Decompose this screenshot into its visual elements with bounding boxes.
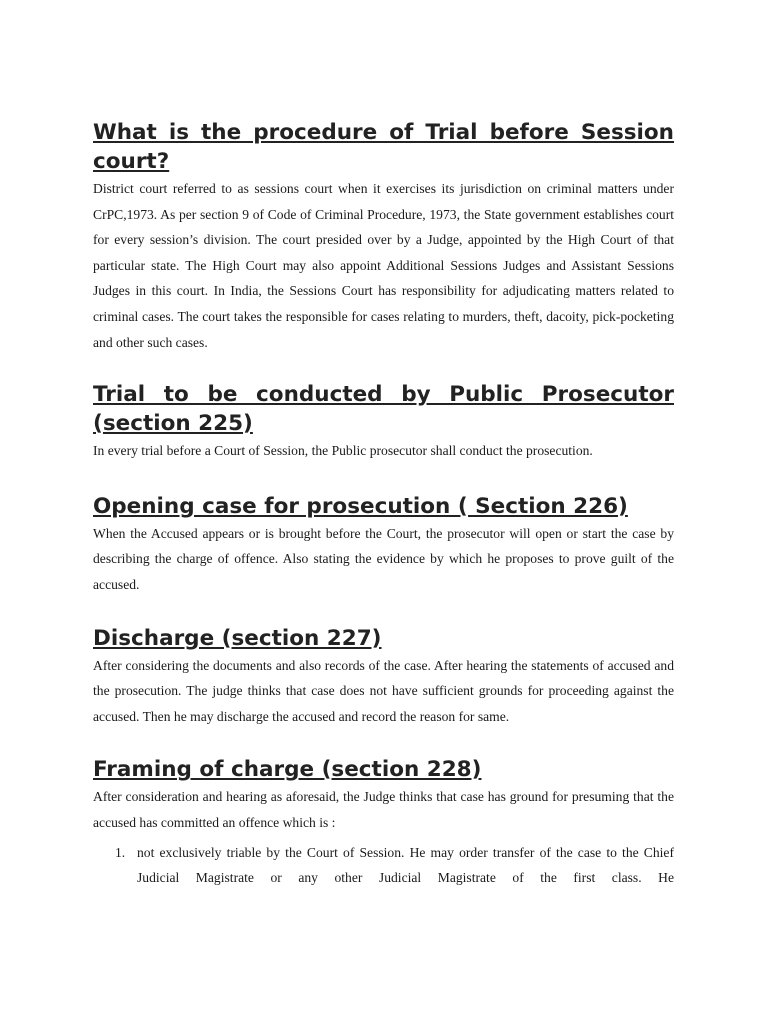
section-paragraph: After considering the documents and also records of the case. After hearing the statements of accused and the prosecution. The judge thinks that case does not have sufficient grounds for proceeding against the accused. Then he may discharge the accused and record the reason for same. xyxy=(93,657,674,724)
section-paragraph: In every trial before a Court of Session, the Public prosecutor shall conduct the prosecution. xyxy=(93,443,593,459)
section-paragraph: District court referred to as sessions court when it exercises its jurisdiction on criminal matters under CrPC,1973. As per section 9 of Code of Criminal Procedure, 1973, the State government establishes court for every session’s division. The court presided over by a Judge, appointed by the High Court of that particular state. The High Court may also appoint Additional Sessions Judges and Assistant Sessions Judges in this court. In India, the Sessions Court has responsibility for adjudicating matters related to criminal cases. The court takes the responsible for cases relating to murders, theft, dacoity, pick-pocketing and other such cases. xyxy=(93,181,674,350)
list-item-text: not exclusively triable by the Court of Session. He may order transfer of the case to the Chief Judicial Magistrate or any other Judicial Magistrate of the first class. He xyxy=(137,844,674,886)
section-paragraph: After consideration and hearing as aforesaid, the Judge thinks that case has ground for presuming that the accused has committed an offence which is : xyxy=(93,789,674,830)
section-heading: Discharge (section 227) xyxy=(93,625,382,651)
section-discharge xyxy=(93,624,674,730)
section-paragraph: When the Accused appears or is brought before the Court, the prosecutor will open or start the case by describing the charge of offence. Also stating the evidence by which he proposes to prove guilt of the accused. xyxy=(93,525,674,592)
numbered-list xyxy=(93,840,674,891)
section-heading: Trial to be conducted by Public Prosecutor (section 225) xyxy=(93,382,674,437)
list-item xyxy=(93,840,674,891)
section-public-prosecutor xyxy=(93,380,674,464)
section-trial-before-session xyxy=(93,118,674,355)
document-page xyxy=(93,118,674,891)
section-framing-charge xyxy=(93,755,674,890)
list-item-number: 1. xyxy=(115,844,126,860)
section-heading: Framing of charge (section 228) xyxy=(93,757,482,783)
section-heading: Opening case for prosecution ( Section 226) xyxy=(93,493,628,519)
section-opening-case xyxy=(93,492,674,598)
section-heading: What is the procedure of Trial before Session court? xyxy=(93,120,674,174)
